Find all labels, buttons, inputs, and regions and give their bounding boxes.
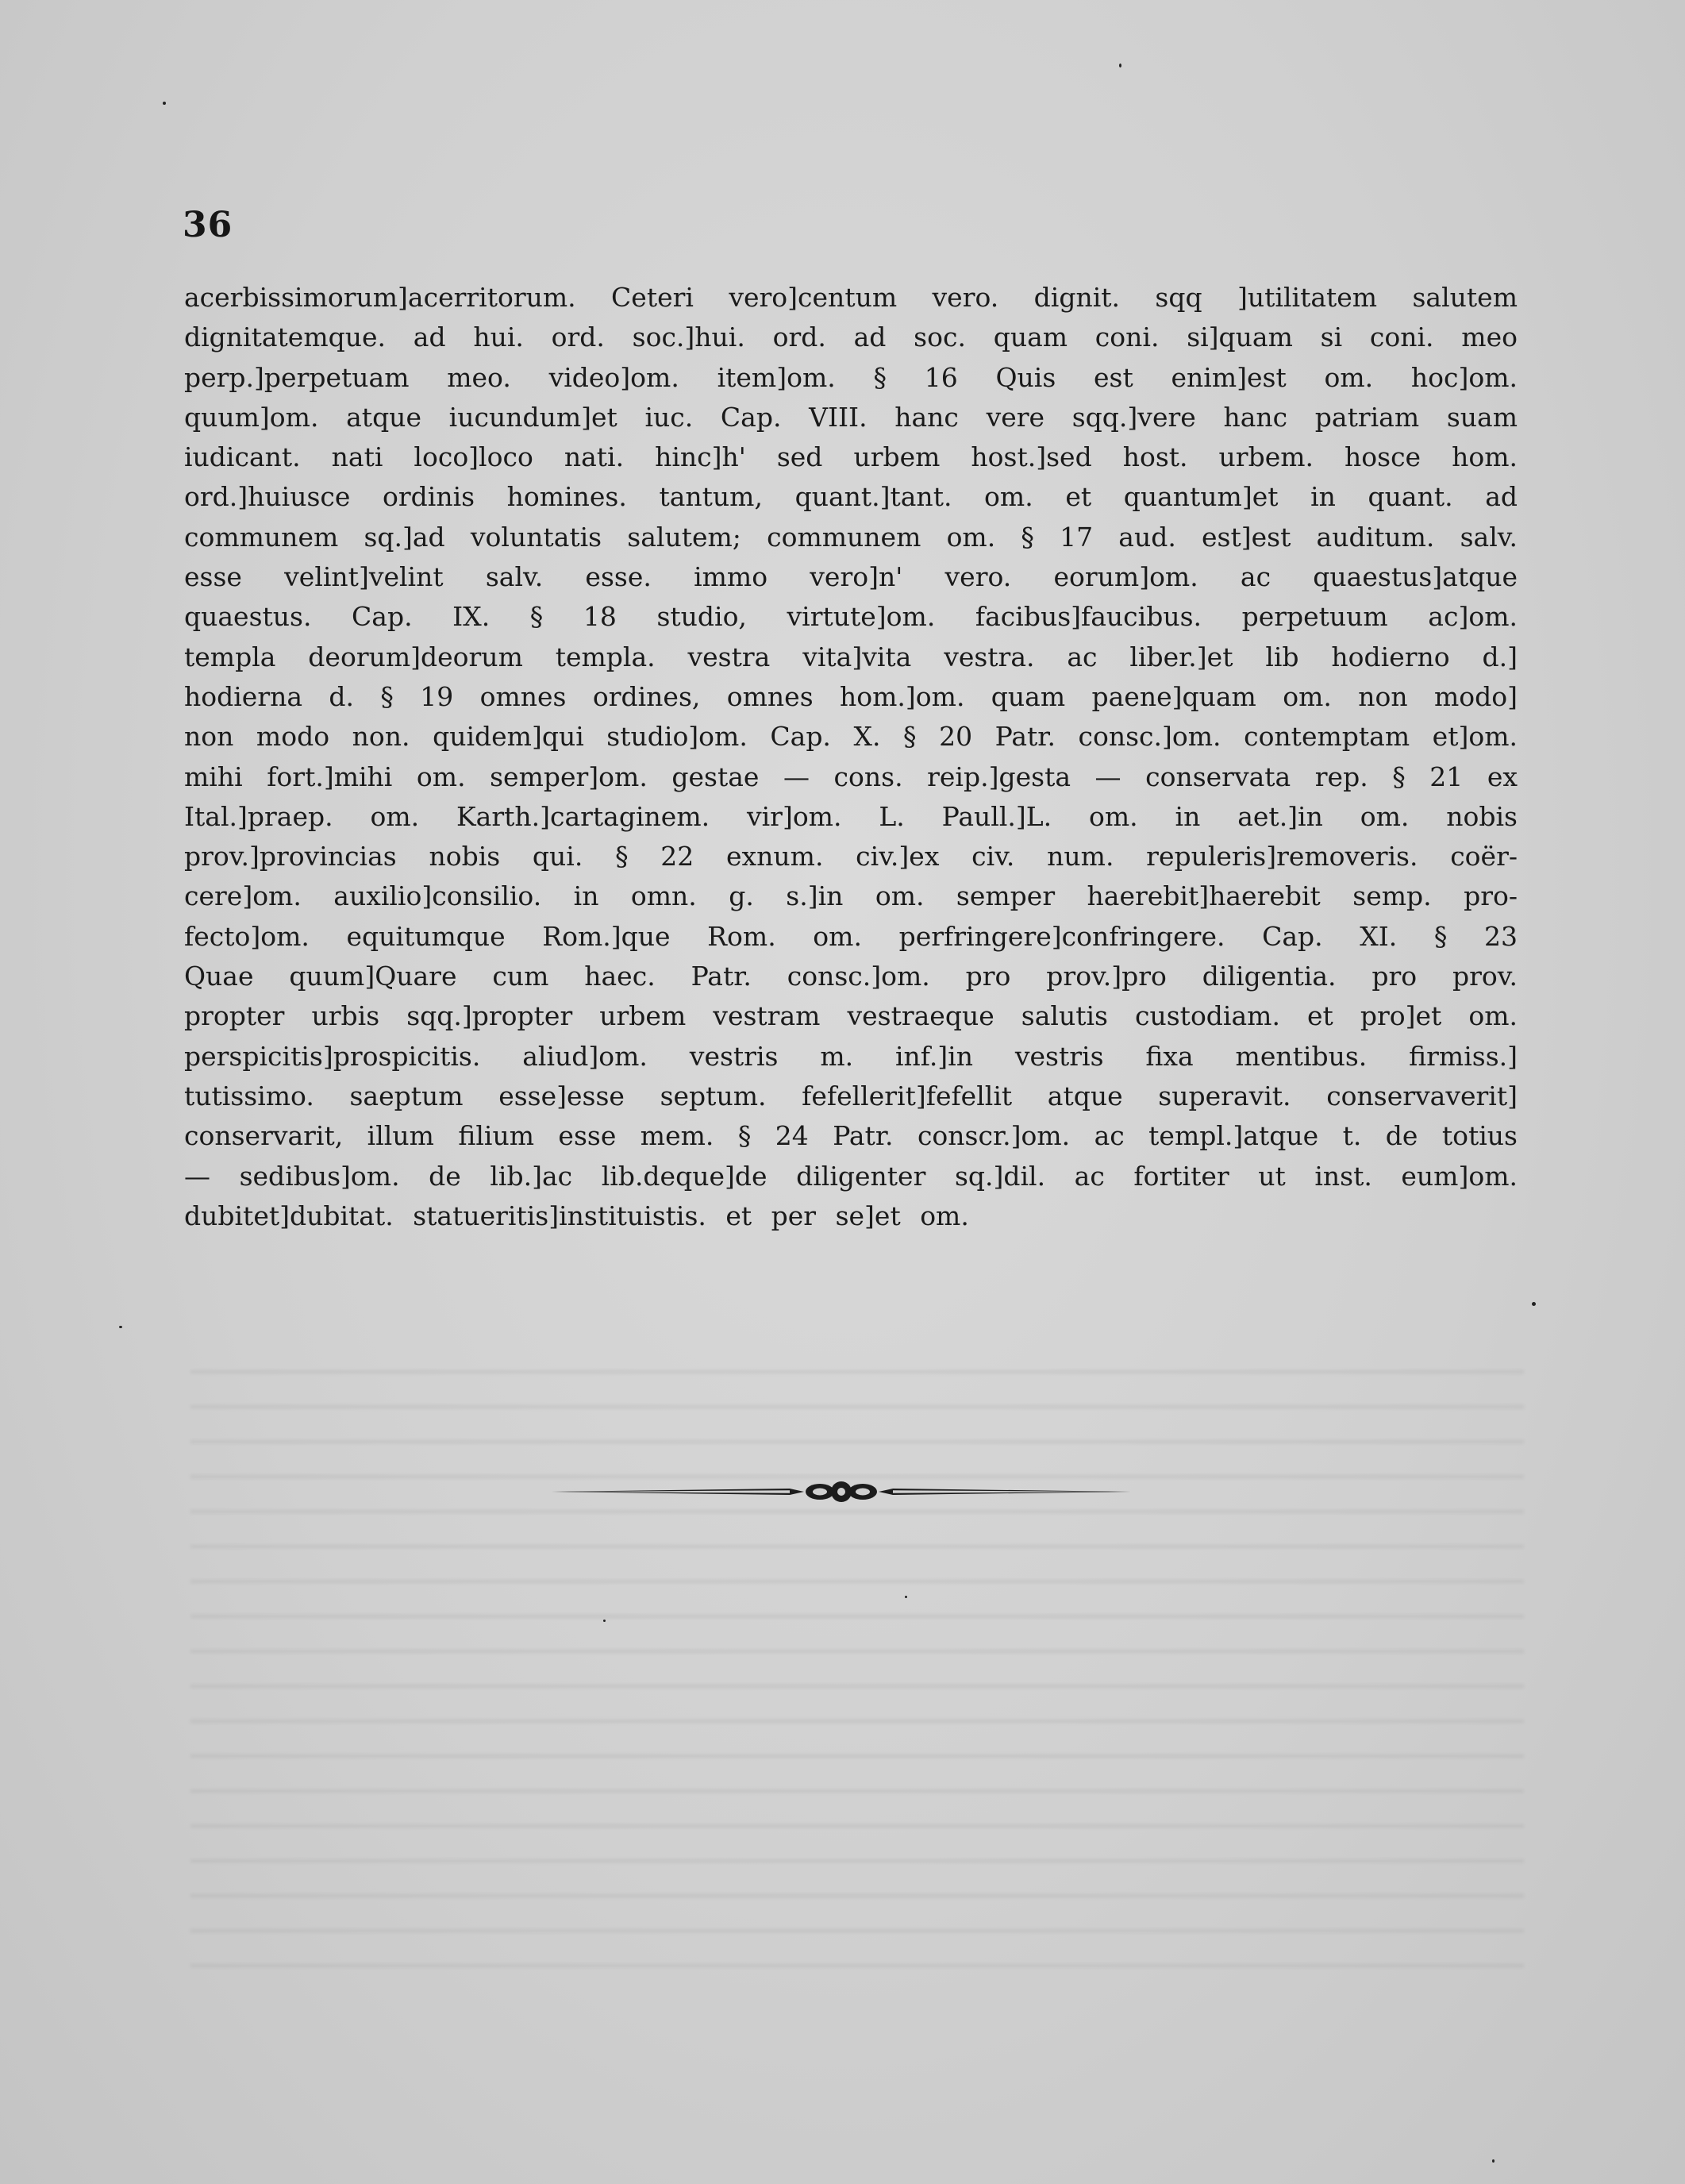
text-line: conservarit, illum filium esse mem. § 24 Patr. conscr.]om. ac templ.]atque t. de totius bbox=[184, 1120, 1518, 1152]
paper-speck bbox=[1492, 2159, 1495, 2163]
text-line: prov.]provincias nobis qui. § 22 exnum. civ.]ex civ. num. repuleris]removeris. coër- bbox=[184, 841, 1518, 872]
text-line: quum]om. atque iucundum]et iuc. Cap. VIII. hanc vere sqq.]vere hanc patriam suam bbox=[184, 401, 1518, 433]
text-line: mihi fort.]mihi om. semper]om. gestae — cons. reip.]gesta — conservata rep. § 21 ex bbox=[184, 761, 1518, 792]
paper-speck bbox=[1532, 1302, 1536, 1306]
critical-apparatus-text bbox=[184, 278, 1518, 1236]
text-line: quaestus. Cap. IX. § 18 studio, virtute]om. facibus]faucibus. perpetuum ac]om. bbox=[184, 601, 1518, 633]
text-line: Quae quum]Quare cum haec. Patr. consc.]om. pro prov.]pro diligentia. pro prov. bbox=[184, 961, 1518, 992]
text-line: fecto]om. equitumque Rom.]que Rom. om. perfringere]confringere. Cap. XI. § 23 bbox=[184, 920, 1518, 952]
text-line: acerbissimorum]acerritorum. Ceteri vero]centum vero. dignit. sqq ]utilitatem salutem bbox=[184, 282, 1518, 313]
page-number: 36 bbox=[183, 205, 233, 245]
text-line: hodierna d. § 19 omnes ordines, omnes hom.]om. quam paene]quam om. non modo] bbox=[184, 680, 1518, 712]
text-line: non modo non. quidem]qui studio]om. Cap. X. § 20 Patr. consc.]om. contemptam et]om. bbox=[184, 721, 1518, 753]
text-line: perspicitis]prospicitis. aliud]om. vestris m. inf.]in vestris fixa mentibus. firmiss.] bbox=[184, 1040, 1518, 1072]
text-line: iudicant. nati loco]loco nati. hinc]h' sed urbem host.]sed host. urbem. hosce hom. bbox=[184, 441, 1518, 473]
paper-speck bbox=[119, 1326, 122, 1328]
text-line: Ital.]praep. om. Karth.]cartaginem. vir]om. L. Paull.]L. om. in aet.]in om. nobis bbox=[184, 800, 1518, 832]
show-through-text bbox=[190, 1350, 1524, 1969]
text-line: dignitatemque. ad hui. ord. soc.]hui. ord. ad soc. quam coni. si]quam si coni. meo bbox=[184, 322, 1518, 353]
text-line: tutissimo. saeptum esse]esse septum. fefellerit]fefellit atque superavit. conservaverit] bbox=[184, 1080, 1518, 1111]
paper-speck bbox=[603, 1620, 606, 1622]
text-line: esse velint]velint salv. esse. immo vero]n' vero. eorum]om. ac quaestus]atque bbox=[184, 561, 1518, 593]
printers-rule-ornament-icon bbox=[552, 1472, 1131, 1512]
text-line: cere]om. auxilio]consilio. in omn. g. s.]in om. semper haerebit]haerebit semp. pro- bbox=[184, 880, 1518, 912]
paper-speck bbox=[1119, 64, 1121, 67]
text-line: propter urbis sqq.]propter urbem vestram vestraeque salutis custodiam. et pro]et om. bbox=[184, 1000, 1518, 1032]
text-line: — sedibus]om. de lib.]ac lib.deque]de diligenter sq.]dil. ac fortiter ut inst. eum]om. bbox=[184, 1160, 1518, 1192]
text-line-last: dubitet]dubitat. statueritis]instituistis. et per se]et om. bbox=[184, 1200, 969, 1231]
text-line: templa deorum]deorum templa. vestra vita]vita vestra. ac liber.]et lib hodierno d.] bbox=[184, 641, 1518, 672]
text-line: ord.]huiusce ordinis homines. tantum, quant.]tant. om. et quantum]et in quant. ad bbox=[184, 481, 1518, 513]
text-line: perp.]perpetuam meo. video]om. item]om. § 16 Quis est enim]est om. hoc]om. bbox=[184, 361, 1518, 393]
paper-speck bbox=[163, 102, 166, 105]
text-line: communem sq.]ad voluntatis salutem; communem om. § 17 aud. est]est auditum. salv. bbox=[184, 521, 1518, 553]
paper-speck bbox=[905, 1596, 907, 1598]
